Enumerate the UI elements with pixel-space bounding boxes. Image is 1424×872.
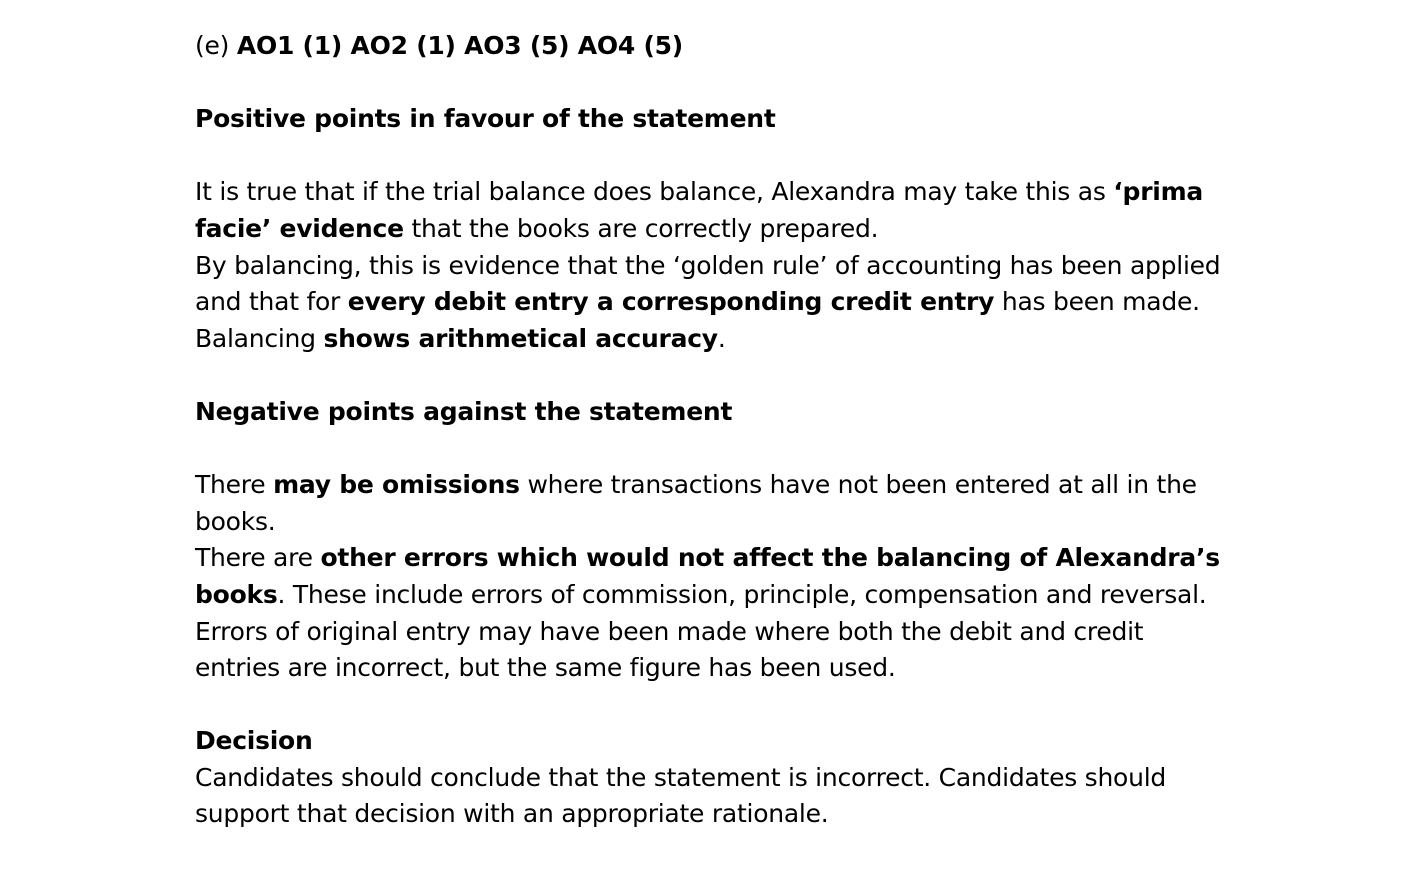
- text: . These include errors of commission, principle, compensation and reversal.: [277, 579, 1207, 609]
- assessment-objective-marks: AO1 (1) AO2 (1) AO3 (5) AO4 (5): [236, 31, 683, 60]
- bold-text: other errors which would not affect the balancing of Alexandra’s: [320, 543, 1220, 573]
- text: It is true that if the trial balance does balance, Alexandra may take this as: [195, 177, 1114, 207]
- text: where transactions have not been entered at all in the: [519, 470, 1197, 500]
- mark-scheme-page: [195, 28, 1235, 833]
- text: entries are incorrect, but the same figure has been used.: [195, 653, 896, 683]
- text: Balancing: [195, 323, 324, 353]
- negative-heading: [195, 394, 1235, 431]
- bold-text: every debit entry a corresponding credit entry: [347, 287, 995, 317]
- decision-line2: [195, 796, 1235, 833]
- decision-heading-text: Decision: [195, 726, 313, 756]
- negative-p3-line1: [195, 614, 1235, 651]
- negative-heading-text: Negative points against the statement: [195, 396, 733, 426]
- negative-p1-line1: [195, 467, 1235, 504]
- positive-p3: [195, 321, 1235, 358]
- question-label: (e): [195, 31, 230, 60]
- positive-p2-line1: [195, 248, 1235, 285]
- positive-p2-line2: [195, 284, 1235, 321]
- text: There: [195, 470, 274, 500]
- text: that the books are correctly prepared.: [403, 213, 879, 243]
- text: There are: [195, 543, 321, 573]
- text: Errors of original entry may have been made where both the debit and credit: [195, 616, 1144, 646]
- text: By balancing, this is evidence that the ‘golden rule’ of accounting has been applied: [195, 250, 1221, 280]
- bold-text: ‘prima: [1113, 177, 1204, 207]
- text: has been made.: [994, 287, 1200, 317]
- text: and that for: [195, 287, 348, 317]
- positive-heading-text: Positive points in favour of the statement: [195, 104, 776, 134]
- negative-p3-line2: [195, 650, 1235, 687]
- positive-p1-line2: [195, 211, 1235, 248]
- negative-p1-line2: [195, 504, 1235, 541]
- bold-text: shows arithmetical accuracy: [323, 323, 718, 353]
- question-header: [195, 28, 1235, 65]
- decision-heading: [195, 723, 1235, 760]
- text: Candidates should conclude that the statement is incorrect. Candidates should: [195, 762, 1167, 792]
- positive-heading: [195, 101, 1235, 138]
- positive-p1-line1: [195, 174, 1235, 211]
- text: books.: [195, 506, 276, 536]
- negative-p2-line1: [195, 540, 1235, 577]
- bold-text: facie’ evidence: [195, 213, 404, 243]
- bold-text: books: [195, 579, 278, 609]
- text: .: [717, 323, 726, 353]
- negative-p2-line2: [195, 577, 1235, 614]
- decision-line1: [195, 760, 1235, 797]
- text: support that decision with an appropriate rationale.: [195, 799, 829, 829]
- bold-text: may be omissions: [273, 470, 520, 500]
